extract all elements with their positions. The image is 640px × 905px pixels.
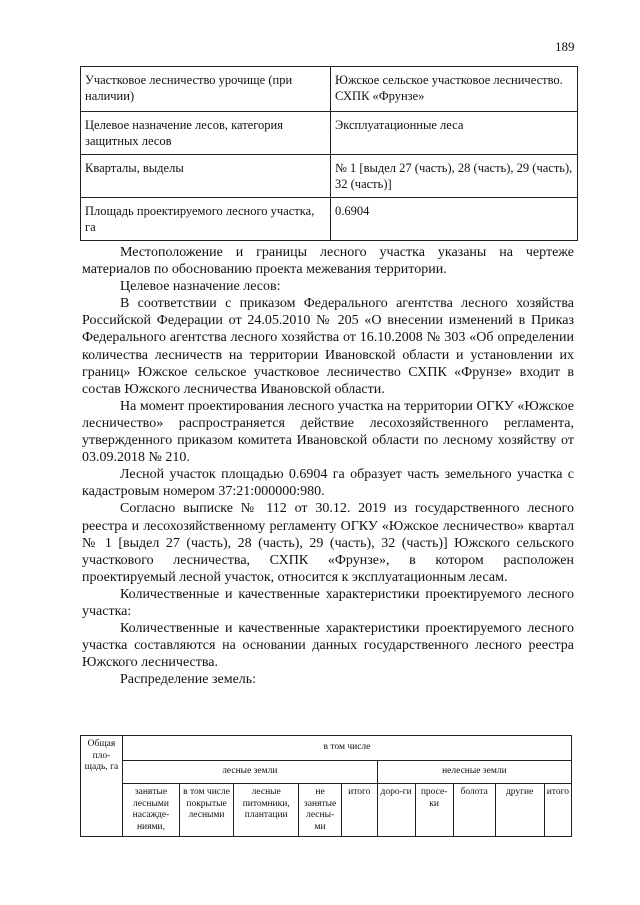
row-value: № 1 [выдел 27 (часть), 28 (часть), 29 (часть), 32 (часть)] bbox=[331, 155, 578, 198]
column-header: не занятые лесны-ми bbox=[299, 784, 341, 837]
column-header: просе-ки bbox=[415, 784, 453, 837]
paragraph: Лесной участок площадью 0.6904 га образует часть земельного участка с кадастровым номером 37:21:000000:980. bbox=[82, 467, 574, 500]
paragraph: В соответствии с приказом Федерального агентства лесного хозяйства Российской Федерации от 24.05.2010 № 205 «О внесении изменений в Приказ Федерального агентства лесного хозяйства от 16.10.2008 № 303 «Об определении количества лесничеств на территории Ивановской области и установлении их границ» Южское сельское участковое лесничество СХПК «Фрунзе» входит в состав Южского лесничества Ивановской области. bbox=[82, 296, 574, 397]
paragraph: Целевое назначение лесов: bbox=[120, 279, 281, 295]
paragraph: На момент проектирования лесного участка на территории ОГКУ «Южское лесничество» распространяется действие лесохозяйственного регламента, утвержденного приказом комитета Ивановской области по лесному хозяйству от 03.09.2018 № 210. bbox=[82, 398, 574, 466]
forest-lands-header: лесные земли bbox=[122, 761, 377, 784]
row-value: Южское сельское участковое лесничество. СХПК «Фрунзе» bbox=[331, 67, 578, 112]
table-row bbox=[81, 112, 578, 155]
column-header: лесные питомники, плантации bbox=[234, 784, 299, 837]
column-header: в том числе покрытые лесными bbox=[180, 784, 234, 837]
table-header-row bbox=[81, 736, 572, 761]
row-label: Целевое назначение лесов, категория защитных лесов bbox=[81, 112, 331, 155]
table-header-row bbox=[81, 784, 572, 837]
nonforest-lands-header: нелесные земли bbox=[377, 761, 571, 784]
forest-plot-info-table bbox=[80, 66, 578, 241]
paragraph: Количественные и качественные характеристики проектируемого лесного участка: bbox=[82, 586, 574, 619]
paragraph: Согласно выписке № 112 от 30.12. 2019 из государственного лесного реестра и лесохозяйственному регламенту ОГКУ «Южское лесничество» квартал № 1 [выдел 27 (часть), 28 (часть), 29 (часть), 32 (часть)] Южского сельского участкового лесничества, СХПК «Фрунзе», в котором расположен проектируемый лесной участок, относится к эксплуатационным лесам. bbox=[82, 501, 574, 585]
row-value: 0.6904 bbox=[331, 198, 578, 241]
total-area-header: Общая пло-щадь, га bbox=[81, 736, 123, 837]
table-header-row bbox=[81, 761, 572, 784]
table-row bbox=[81, 198, 578, 241]
column-header: доро-ги bbox=[377, 784, 415, 837]
column-header: болота bbox=[453, 784, 495, 837]
table-row bbox=[81, 67, 578, 112]
row-label: Площадь проектируемого лесного участка, га bbox=[81, 198, 331, 241]
body-text bbox=[82, 244, 574, 688]
column-header: итого bbox=[341, 784, 377, 837]
land-distribution-table bbox=[80, 735, 572, 837]
row-label: Кварталы, выделы bbox=[81, 155, 331, 198]
table-row bbox=[81, 155, 578, 198]
column-header: занятые лесными насажде-ниями, bbox=[122, 784, 179, 837]
including-header: в том числе bbox=[122, 736, 571, 761]
row-label: Участковое лесничество урочище (при наличии) bbox=[81, 67, 331, 112]
column-header: итого bbox=[544, 784, 571, 837]
paragraph: Местоположение и границы лесного участка указаны на чертеже материалов по обоснованию проекта межевания территории. bbox=[82, 245, 574, 278]
paragraph: Количественные и качественные характеристики проектируемого лесного участка составляются на основании данных государственного лесного реестра Южского лесничества. bbox=[82, 621, 574, 671]
row-value: Эксплуатационные леса bbox=[331, 112, 578, 155]
page-number: 189 bbox=[555, 39, 575, 54]
column-header: другие bbox=[495, 784, 544, 837]
paragraph: Распределение земель: bbox=[120, 672, 257, 688]
